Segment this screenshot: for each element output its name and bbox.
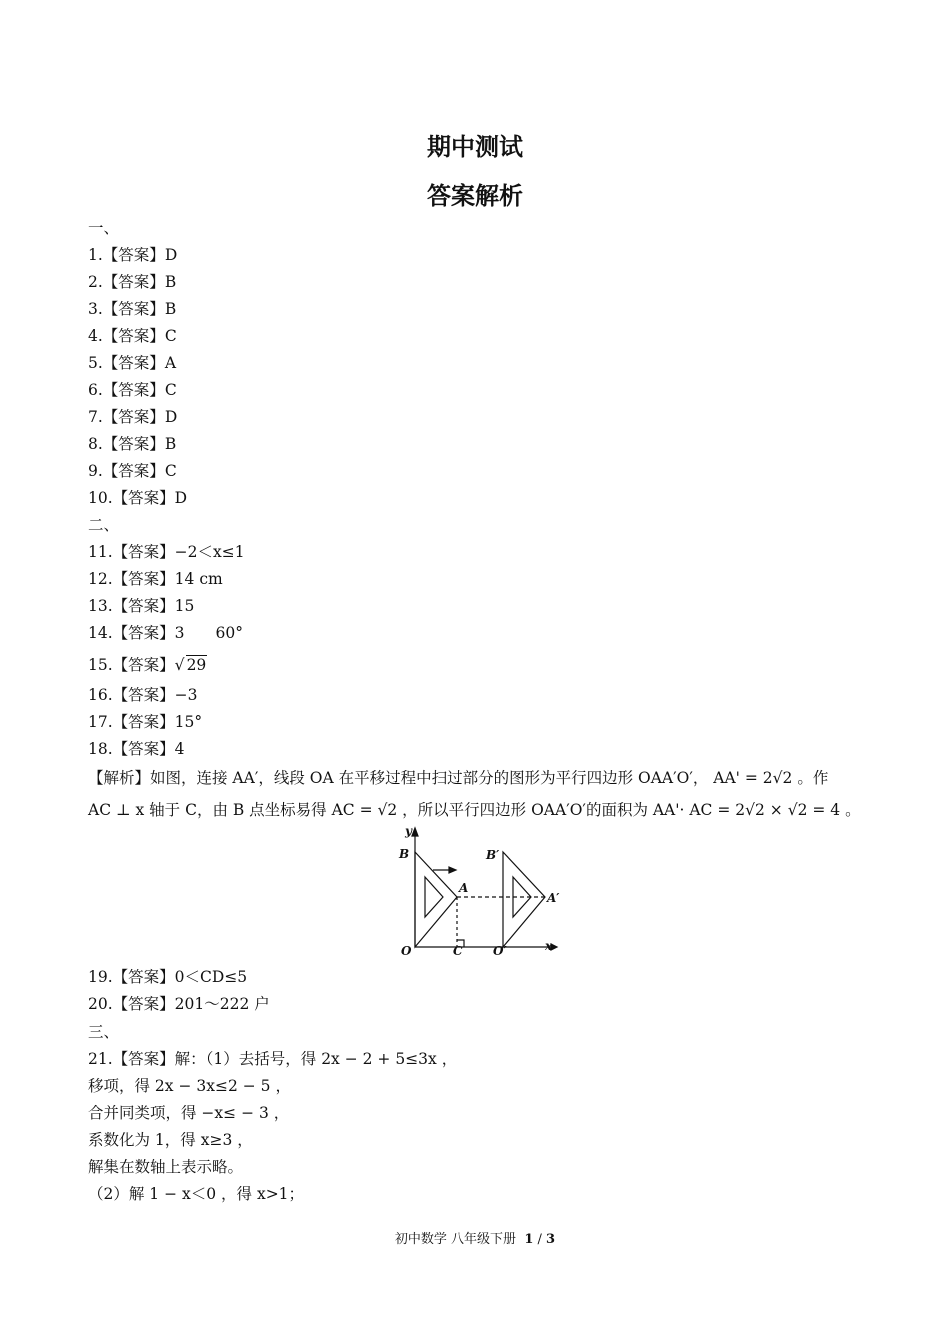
answer-tag: 【答案】: [112, 968, 175, 986]
section-2: 二、: [88, 516, 120, 534]
answer-tag: 【答案】: [102, 354, 165, 372]
answer-value: C: [164, 327, 177, 345]
answer-row: [88, 245, 177, 265]
label-B: B: [399, 847, 410, 861]
answer-row: [88, 685, 198, 705]
answer-value: B: [164, 273, 177, 291]
answer-number: 18.: [88, 740, 113, 758]
answer-number: 16.: [88, 686, 113, 704]
triangle-OAB: [415, 852, 457, 947]
radicand: 29: [186, 656, 207, 674]
answer-number: 6.: [88, 381, 103, 399]
label-Op: O′: [493, 944, 507, 957]
analysis-line-2: AC ⊥ x 轴于 C，由 B 点坐标易得 AC = √2 ，所以平行四边形 OAA′O′的面积为 AA'· AC = 2√2 × √2 = 4 。: [88, 801, 861, 819]
answer-row: [88, 542, 245, 562]
answer-tag: 【答案】: [102, 300, 165, 318]
answer-tag: 【答案】: [112, 543, 175, 561]
answer-row: [88, 623, 243, 643]
answer-row: [88, 488, 187, 508]
answer-row: [88, 967, 247, 987]
answer-row: [88, 380, 177, 400]
answer-row: [88, 655, 207, 675]
label-Ap: A′: [547, 891, 560, 905]
page-subtitle: 答案解析: [427, 182, 523, 210]
label-y: y: [405, 824, 412, 838]
inner-triangle-1: [425, 877, 443, 917]
translation-figure: [385, 822, 565, 957]
answer-value: 14 cm: [174, 570, 223, 588]
answer-tag: 【答案】: [112, 740, 175, 758]
answer-tag: 【答案】: [112, 713, 175, 731]
answer-number: 5.: [88, 354, 103, 372]
answer-tag: 【答案】: [112, 656, 175, 674]
answer-value: D: [174, 489, 188, 507]
answer-row: [88, 712, 202, 732]
page-title: 期中测试: [427, 133, 523, 161]
answer-number: 7.: [88, 408, 103, 426]
answer-tag: 【答案】: [112, 995, 175, 1013]
answer-row: [88, 596, 194, 616]
answer-value: B: [164, 300, 177, 318]
answer-value: −2＜x≤1: [174, 543, 245, 561]
answer-row: [88, 994, 270, 1014]
answer-number: 15.: [88, 656, 113, 674]
answer-value: B: [164, 435, 177, 453]
answer-tag: 【答案】: [102, 381, 165, 399]
answer-number: 10.: [88, 489, 113, 507]
label-x: x: [545, 939, 553, 953]
q21-line-2: 移项，得 2x − 3x≤2 − 5 ，: [88, 1077, 291, 1095]
answer-value: D: [164, 246, 178, 264]
answer-value: 0＜CD≤5: [174, 968, 248, 986]
answer-number: 2.: [88, 273, 103, 291]
answer-number: 1.: [88, 246, 103, 264]
answer-value: C: [164, 381, 177, 399]
y-axis-arrow: [412, 828, 418, 836]
answer-tag: 【答案】: [102, 435, 165, 453]
answer-tag: 【答案】: [112, 570, 175, 588]
answer-tag: 【答案】: [102, 246, 165, 264]
answer-value: −3: [174, 686, 198, 704]
label-C: C: [453, 944, 463, 957]
answer-number: 8.: [88, 435, 103, 453]
label-O: O: [401, 944, 412, 957]
q21-line-4: 系数化为 1，得 x≥3 ，: [88, 1131, 253, 1149]
answer-value: 15°: [174, 713, 203, 731]
analysis-formula-1: AA' = 2√2 。作: [713, 769, 829, 787]
answer-number: 19.: [88, 968, 113, 986]
answer-tag: 【答案】: [102, 408, 165, 426]
answer-tag: 【答案】: [102, 273, 165, 291]
answer-number: 14.: [88, 624, 113, 642]
q21-line-3: 合并同类项，得 −x≤ − 3 ，: [88, 1104, 290, 1122]
answer-tag: 【答案】: [102, 462, 165, 480]
answer-value: D: [164, 408, 178, 426]
answer-row: [88, 299, 176, 319]
answer-tag: 【答案】: [112, 489, 175, 507]
answer-number: 3.: [88, 300, 103, 318]
answer-row: [88, 569, 223, 589]
answer-value: 201～222 户: [174, 995, 270, 1013]
answer-tag: 【答案】: [112, 686, 175, 704]
answer-row: [88, 461, 177, 481]
translation-arrow-head: [449, 867, 456, 873]
page-footer: 初中数学 八年级下册 1 / 3: [394, 1232, 556, 1247]
section-1: 一、: [88, 219, 120, 237]
answer-row: [88, 434, 176, 454]
answer-number: 12.: [88, 570, 113, 588]
answer-tag: 【答案】: [112, 597, 175, 615]
q21-line-5: 解集在数轴上表示略。: [88, 1158, 244, 1176]
label-A: A: [459, 881, 469, 895]
q21-line-6: （2）解 1 − x＜0 ，得 x>1；: [88, 1185, 305, 1203]
answer-value: 3 60°: [174, 624, 244, 642]
answer-value: A: [164, 354, 177, 372]
answer-row: [88, 353, 176, 373]
answer-number: 17.: [88, 713, 113, 731]
label-Bp: B′: [486, 848, 500, 862]
answer-number: 11.: [88, 543, 113, 561]
triangle-OpApBp: [503, 852, 545, 947]
answer-row: [88, 739, 185, 759]
answer-row: [88, 407, 177, 427]
answer-value: 4: [174, 740, 185, 758]
answer-tag: 【答案】: [112, 624, 175, 642]
answer-value: √ 29: [174, 656, 207, 674]
answer-number: 20.: [88, 995, 113, 1013]
answer-number: 9.: [88, 462, 103, 480]
section-3: 三、: [88, 1023, 120, 1041]
answer-tag: 【答案】: [102, 327, 165, 345]
analysis-line-1: 【解析】如图，连接 AA′，线段 OA 在平移过程中扫过部分的图形为平行四边形 OAA′O′， AA' = 2√2 。作: [88, 769, 829, 787]
answer-value: C: [164, 462, 177, 480]
q21-line-1: 21.【答案】解：（1）去括号，得 2x − 2 + 5≤3x ，: [88, 1050, 458, 1068]
answer-row: [88, 326, 177, 346]
answer-row: [88, 272, 176, 292]
answer-number: 4.: [88, 327, 103, 345]
answer-number: 13.: [88, 597, 113, 615]
answer-value: 15: [174, 597, 195, 615]
